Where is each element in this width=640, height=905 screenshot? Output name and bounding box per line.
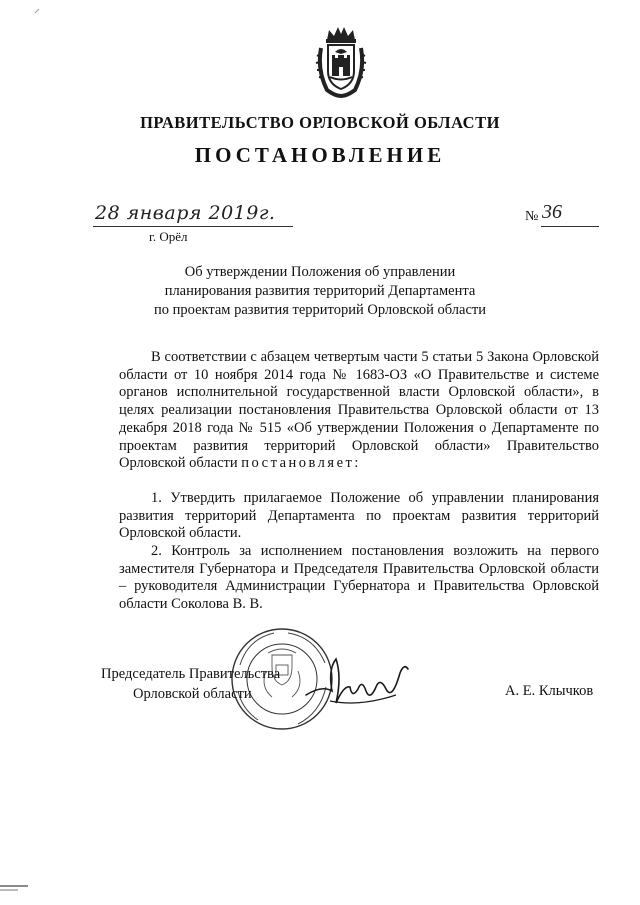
preamble-text: В соответствии с абзацем четвертым части 5 статьи 5 Закона Орловской области от 10 ноября 2014 года № 1683-ОЗ «О Правительстве и системе органов исполнительной государственной власти Орловской области», в целях реализации постановления Правительства Орловской области от 13 декабря 2018 года № 515 «Об утверждении Положения о Департаменте по проектам развития территорий Орловской области» Правительство Орловской области bbox=[119, 349, 599, 472]
position-line: Орловской области bbox=[133, 686, 252, 702]
item-paragraph-2: 2. Контроль за исполнением постановления возложить на первого заместителя Губернатора и Председателя Правительства Орловской области – руководителя Администрации Губернатора и Правительства Орловской области Соколова В. В. bbox=[119, 543, 599, 613]
handwritten-signature-icon bbox=[300, 655, 420, 715]
date-underline bbox=[93, 226, 293, 227]
number-label: № bbox=[525, 209, 539, 224]
item-paragraph-1: 1. Утвердить прилагаемое Положение об управлении планирования развития территорий Департамента по проектам развития территорий Орловской области. bbox=[119, 489, 599, 542]
document-type: ПОСТАНОВЛЕНИЕ bbox=[194, 143, 446, 167]
document-body bbox=[119, 349, 599, 614]
signer-name: А. Е. Клычков bbox=[505, 683, 594, 699]
subject-line: по проектам развития территорий Орловской области bbox=[154, 302, 486, 318]
government-title: ПРАВИТЕЛЬСТВО ОРЛОВСКОЙ ОБЛАСТИ bbox=[140, 113, 500, 132]
city-label: г. Орёл bbox=[149, 229, 188, 244]
subject-line: Об утверждении Положения об управлении bbox=[184, 264, 456, 280]
position-line: Председатель Правительства bbox=[101, 666, 281, 682]
number-underline bbox=[541, 226, 599, 227]
handwritten-date: 28 января 2019г. bbox=[95, 202, 276, 224]
coat-of-arms-icon bbox=[315, 24, 367, 98]
scan-edge-line bbox=[0, 884, 640, 894]
preamble-paragraph bbox=[119, 349, 599, 473]
handwritten-number: 36 bbox=[542, 201, 562, 223]
signatory-position bbox=[101, 664, 280, 704]
document-subject bbox=[0, 263, 640, 320]
subject-line: планирования развития территорий Департамента bbox=[164, 283, 476, 299]
corner-mark bbox=[34, 8, 40, 14]
resolving-keyword: постановляет: bbox=[241, 455, 361, 472]
